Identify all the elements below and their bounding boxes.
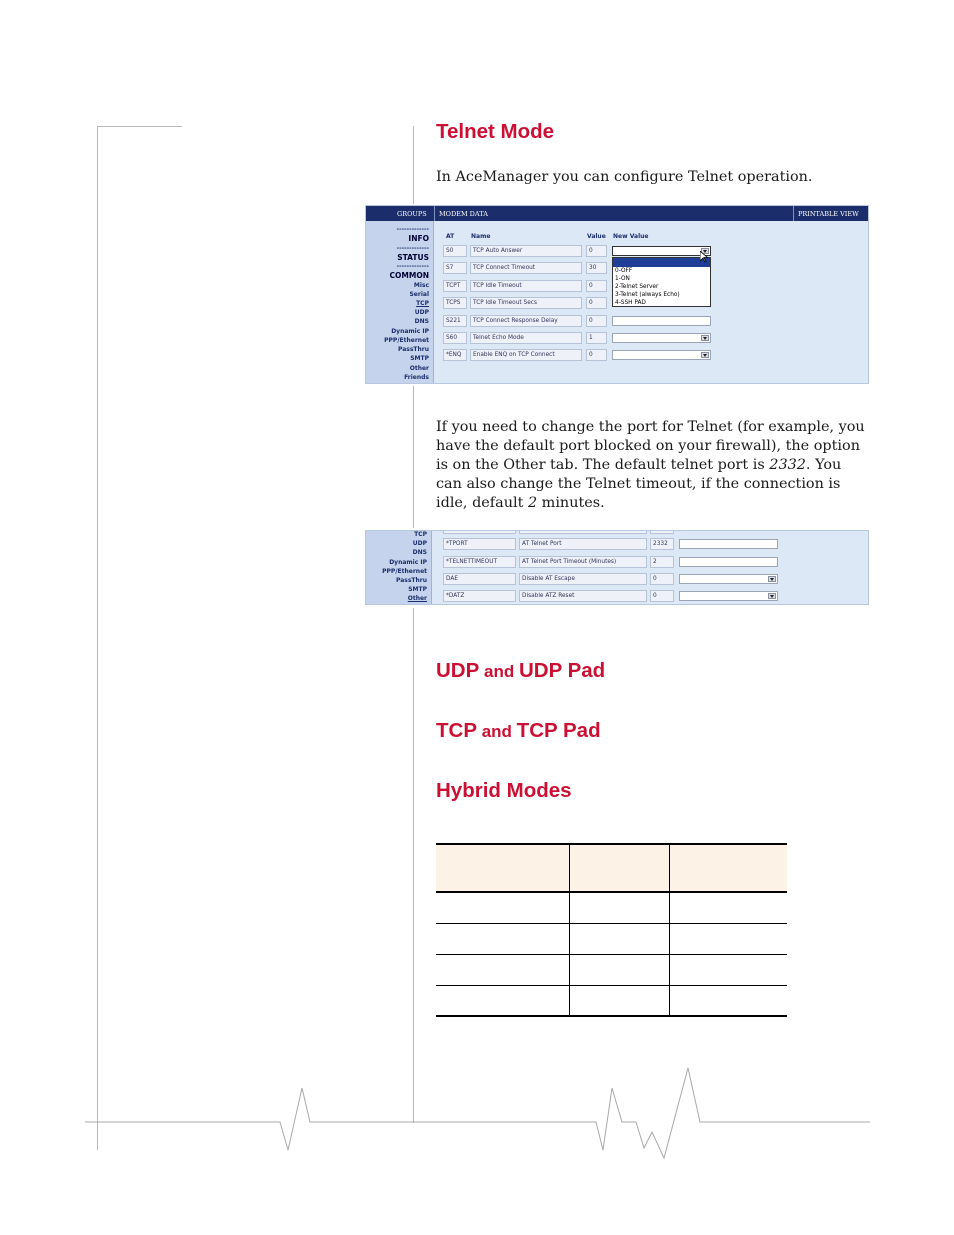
- nav-item-dynamic-ip[interactable]: Dynamic IP: [391, 328, 429, 335]
- nav-item-serial[interactable]: Serial: [409, 291, 429, 298]
- at-cell: *DATZ: [443, 590, 516, 602]
- table-header-cell: [569, 844, 669, 892]
- chevron-down-icon: [701, 352, 709, 358]
- value-cell: 0: [586, 349, 607, 361]
- nav-item-dns[interactable]: DNS: [412, 549, 427, 556]
- tcp-auto-answer-select[interactable]: [612, 246, 711, 256]
- nav-separator: -------------: [396, 226, 429, 233]
- table-cell: [569, 985, 669, 1016]
- table-cell: [669, 892, 787, 923]
- dropdown-selected-row[interactable]: [613, 258, 710, 267]
- at-cell: TCPT: [443, 280, 467, 292]
- nav-item-passthru[interactable]: PassThru: [397, 346, 429, 353]
- at-cell: S60: [443, 332, 467, 344]
- nav-item-tcp[interactable]: TCP: [416, 300, 429, 307]
- dropdown-option[interactable]: 4-SSH PAD: [615, 300, 646, 306]
- name-cell: TCP Connect Response Delay: [470, 315, 582, 327]
- at-cell: *TPORT: [443, 538, 516, 550]
- table-row: [436, 923, 787, 954]
- table-cell: [669, 985, 787, 1016]
- disable-at-escape-select[interactable]: [679, 574, 778, 584]
- table-row-edge: [650, 531, 674, 534]
- footer-wave-graphic: [0, 1060, 954, 1170]
- nav-item-smtp[interactable]: SMTP: [410, 355, 429, 362]
- top-rule: [97, 126, 182, 127]
- table-header-cell: [669, 844, 787, 892]
- groups-nav: [366, 221, 434, 384]
- nav-item-dns[interactable]: DNS: [414, 318, 429, 325]
- heading-udp-and-udp-pad: UDP and UDP Pad: [436, 659, 606, 682]
- table-row: [436, 892, 787, 923]
- enable-enq-select[interactable]: [612, 350, 711, 360]
- nav-item-friends[interactable]: Friends: [404, 374, 429, 381]
- name-cell: Disable ATZ Reset: [519, 590, 647, 602]
- name-cell: Disable AT Escape: [519, 573, 647, 585]
- telnet-echo-mode-select[interactable]: [612, 333, 711, 343]
- nav-item-smtp[interactable]: SMTP: [408, 586, 427, 593]
- nav-item-passthru[interactable]: PassThru: [395, 577, 427, 584]
- modem-data-label: MODEM DATA: [439, 210, 488, 218]
- table-row-edge: [519, 531, 647, 534]
- value-cell: 0: [586, 245, 607, 257]
- center-rule: [413, 608, 414, 1123]
- telnet-port-input[interactable]: [679, 539, 778, 549]
- left-margin-rule: [97, 126, 98, 1150]
- nav-item-other[interactable]: Other: [407, 595, 427, 602]
- nav-item-common[interactable]: COMMON: [389, 271, 429, 280]
- dropdown-option[interactable]: 1-ON: [615, 276, 630, 282]
- at-cell: DAE: [443, 573, 516, 585]
- at-cell: S7: [443, 262, 467, 274]
- table-row: [436, 985, 787, 1016]
- center-rule: [413, 386, 414, 528]
- nav-separator: -------------: [396, 263, 429, 270]
- center-rule: [413, 126, 414, 204]
- value-cell: 0: [650, 590, 674, 602]
- name-cell: AT Telnet Port: [519, 538, 647, 550]
- acemanager-other-tab-screenshot: [365, 530, 869, 605]
- screenshot-header-bar: [366, 206, 869, 221]
- printable-view-link[interactable]: PRINTABLE VIEW: [798, 210, 859, 218]
- table-row: [436, 954, 787, 985]
- chevron-down-icon: [701, 335, 709, 341]
- table-header-cell: [436, 844, 569, 892]
- nav-item-udp[interactable]: UDP: [414, 309, 429, 316]
- table-cell: [669, 923, 787, 954]
- column-header-at: AT: [446, 233, 455, 240]
- table-cell: [436, 954, 569, 985]
- value-cell: 0: [586, 297, 607, 309]
- value-cell: 0: [586, 280, 607, 292]
- acemanager-tcp-screenshot: [365, 205, 869, 384]
- nav-item-dynamic-ip[interactable]: Dynamic IP: [389, 559, 427, 566]
- value-cell: 1: [586, 332, 607, 344]
- nav-item-ppp-ethernet[interactable]: PPP/Ethernet: [384, 337, 429, 344]
- telnet-port-paragraph: If you need to change the port for Telnet (for example, you have the default port blocked on your firewall), the option is on the Other tab. The default telnet port is 2332. You can also change the Telnet timeout, if the connection is idle, default 2 minutes.: [436, 419, 865, 511]
- table-cell: [436, 923, 569, 954]
- at-cell: TCPS: [443, 297, 467, 309]
- name-cell: TCP Auto Answer: [470, 245, 582, 257]
- dropdown-option[interactable]: 2-Telnet Server: [615, 284, 659, 290]
- nav-item-other[interactable]: Other: [409, 365, 429, 372]
- column-header-name: Name: [471, 233, 491, 240]
- table-row-edge: [443, 531, 516, 534]
- column-header-value: Value: [587, 233, 606, 240]
- heading-hybrid-modes: Hybrid Modes: [436, 779, 572, 802]
- nav-item-misc[interactable]: Misc: [413, 282, 429, 289]
- dropdown-option[interactable]: 3-Telnet (always Echo): [615, 292, 680, 298]
- name-cell: TCP Connect Timeout: [470, 262, 582, 274]
- nav-item-udp[interactable]: UDP: [412, 540, 427, 547]
- name-cell: Enable ENQ on TCP Connect: [470, 349, 582, 361]
- nav-item-info[interactable]: INFO: [408, 234, 429, 243]
- table-cell: [569, 923, 669, 954]
- chevron-down-icon: [768, 576, 776, 582]
- at-cell: S0: [443, 245, 467, 257]
- heading-telnet-mode: Telnet Mode: [436, 120, 555, 143]
- table-cell: [436, 985, 569, 1016]
- at-cell: *TELNETTIMEOUT: [443, 556, 516, 568]
- table-cell: [569, 954, 669, 985]
- dropdown-option[interactable]: 0-OFF: [615, 268, 633, 274]
- nav-item-status[interactable]: STATUS: [397, 253, 429, 262]
- nav-item-ppp-ethernet[interactable]: PPP/Ethernet: [382, 568, 427, 575]
- name-cell: AT Telnet Port Timeout (Minutes): [519, 556, 647, 568]
- intro-paragraph: In AceManager you can configure Telnet operation.: [436, 169, 813, 185]
- groups-label: GROUPS: [397, 210, 427, 218]
- telnet-timeout-input[interactable]: [679, 557, 778, 567]
- empty-table: [436, 843, 787, 1017]
- table-header-row: [436, 844, 787, 892]
- at-cell: S221: [443, 315, 467, 327]
- tcp-connect-response-delay-input[interactable]: [612, 316, 711, 326]
- value-cell: 2332: [650, 538, 674, 550]
- name-cell: Telnet Echo Mode: [470, 332, 582, 344]
- name-cell: TCP Idle Timeout Secs: [470, 297, 582, 309]
- table-cell: [569, 892, 669, 923]
- new-value-dropdown-list[interactable]: [612, 257, 711, 307]
- value-cell: 30: [586, 262, 607, 274]
- value-cell: 2: [650, 556, 674, 568]
- value-cell: 0: [650, 573, 674, 585]
- table-cell: [436, 892, 569, 923]
- nav-item-tcp[interactable]: TCP: [414, 531, 427, 538]
- nav-separator: -------------: [396, 245, 429, 252]
- heading-tcp-and-tcp-pad: TCP and TCP Pad: [436, 719, 601, 742]
- groups-nav: [366, 531, 432, 605]
- disable-atz-reset-select[interactable]: [679, 591, 778, 601]
- mouse-cursor-icon: [700, 251, 708, 263]
- at-cell: *ENQ: [443, 349, 467, 361]
- column-header-new-value: New Value: [613, 233, 649, 240]
- chevron-down-icon: [768, 593, 776, 599]
- table-cell: [669, 954, 787, 985]
- name-cell: TCP Idle Timeout: [470, 280, 582, 292]
- value-cell: 0: [586, 315, 607, 327]
